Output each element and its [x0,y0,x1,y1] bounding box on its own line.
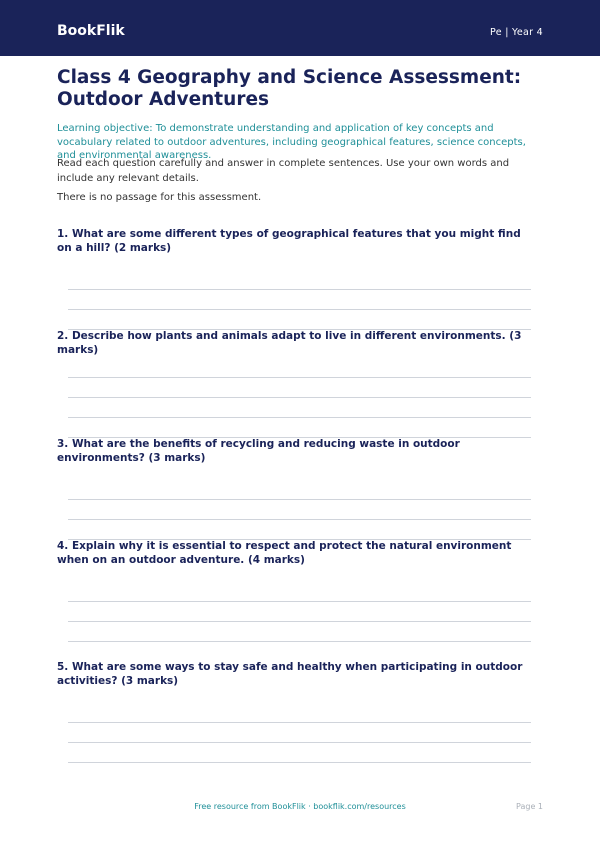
page-number: Page 1 [516,802,543,811]
question-2: 2. Describe how plants and animals adapt to live in different environments. (3 marks) [57,330,522,356]
answer-line[interactable] [68,499,531,500]
question-3: 3. What are the benefits of recycling and reducing waste in outdoor environments? (3 marks) [57,438,460,464]
answer-line[interactable] [68,377,531,378]
question-5: 5. What are some ways to stay safe and healthy when participating in outdoor activities? (3 marks) [57,661,523,687]
answer-line[interactable] [68,417,531,418]
answer-line[interactable] [68,742,531,743]
learning-objective: Learning objective: To demonstrate understanding and application of key concepts and vocabulary related to outdoor adventures, including geographical features, science concepts, and environmental awareness. [57,123,526,161]
passage-note: There is no passage for this assessment. [57,192,262,203]
answer-line[interactable] [68,397,531,398]
page-title: Class 4 Geography and Science Assessment: Outdoor Adventures [57,67,522,110]
brand-logo: BookFlik [57,23,125,39]
footer-resource-link[interactable]: Free resource from BookFlik · bookflik.com/resources [194,802,406,811]
answer-line[interactable] [68,722,531,723]
answer-line[interactable] [68,519,531,520]
page-header [0,0,600,56]
answer-line[interactable] [68,641,531,642]
answer-line[interactable] [68,309,531,310]
answer-line[interactable] [68,601,531,602]
question-1: 1. What are some different types of geographical features that you might find on a hill? (2 marks) [57,228,521,254]
question-4: 4. Explain why it is essential to respect and protect the natural environment when on an outdoor adventure. (4 marks) [57,540,512,566]
instructions: Read each question carefully and answer in complete sentences. Use your own words and include any relevant details. [57,158,510,184]
answer-line[interactable] [68,289,531,290]
answer-line[interactable] [68,621,531,622]
answer-line[interactable] [68,762,531,763]
subject-year-label: Pe | Year 4 [490,27,543,38]
